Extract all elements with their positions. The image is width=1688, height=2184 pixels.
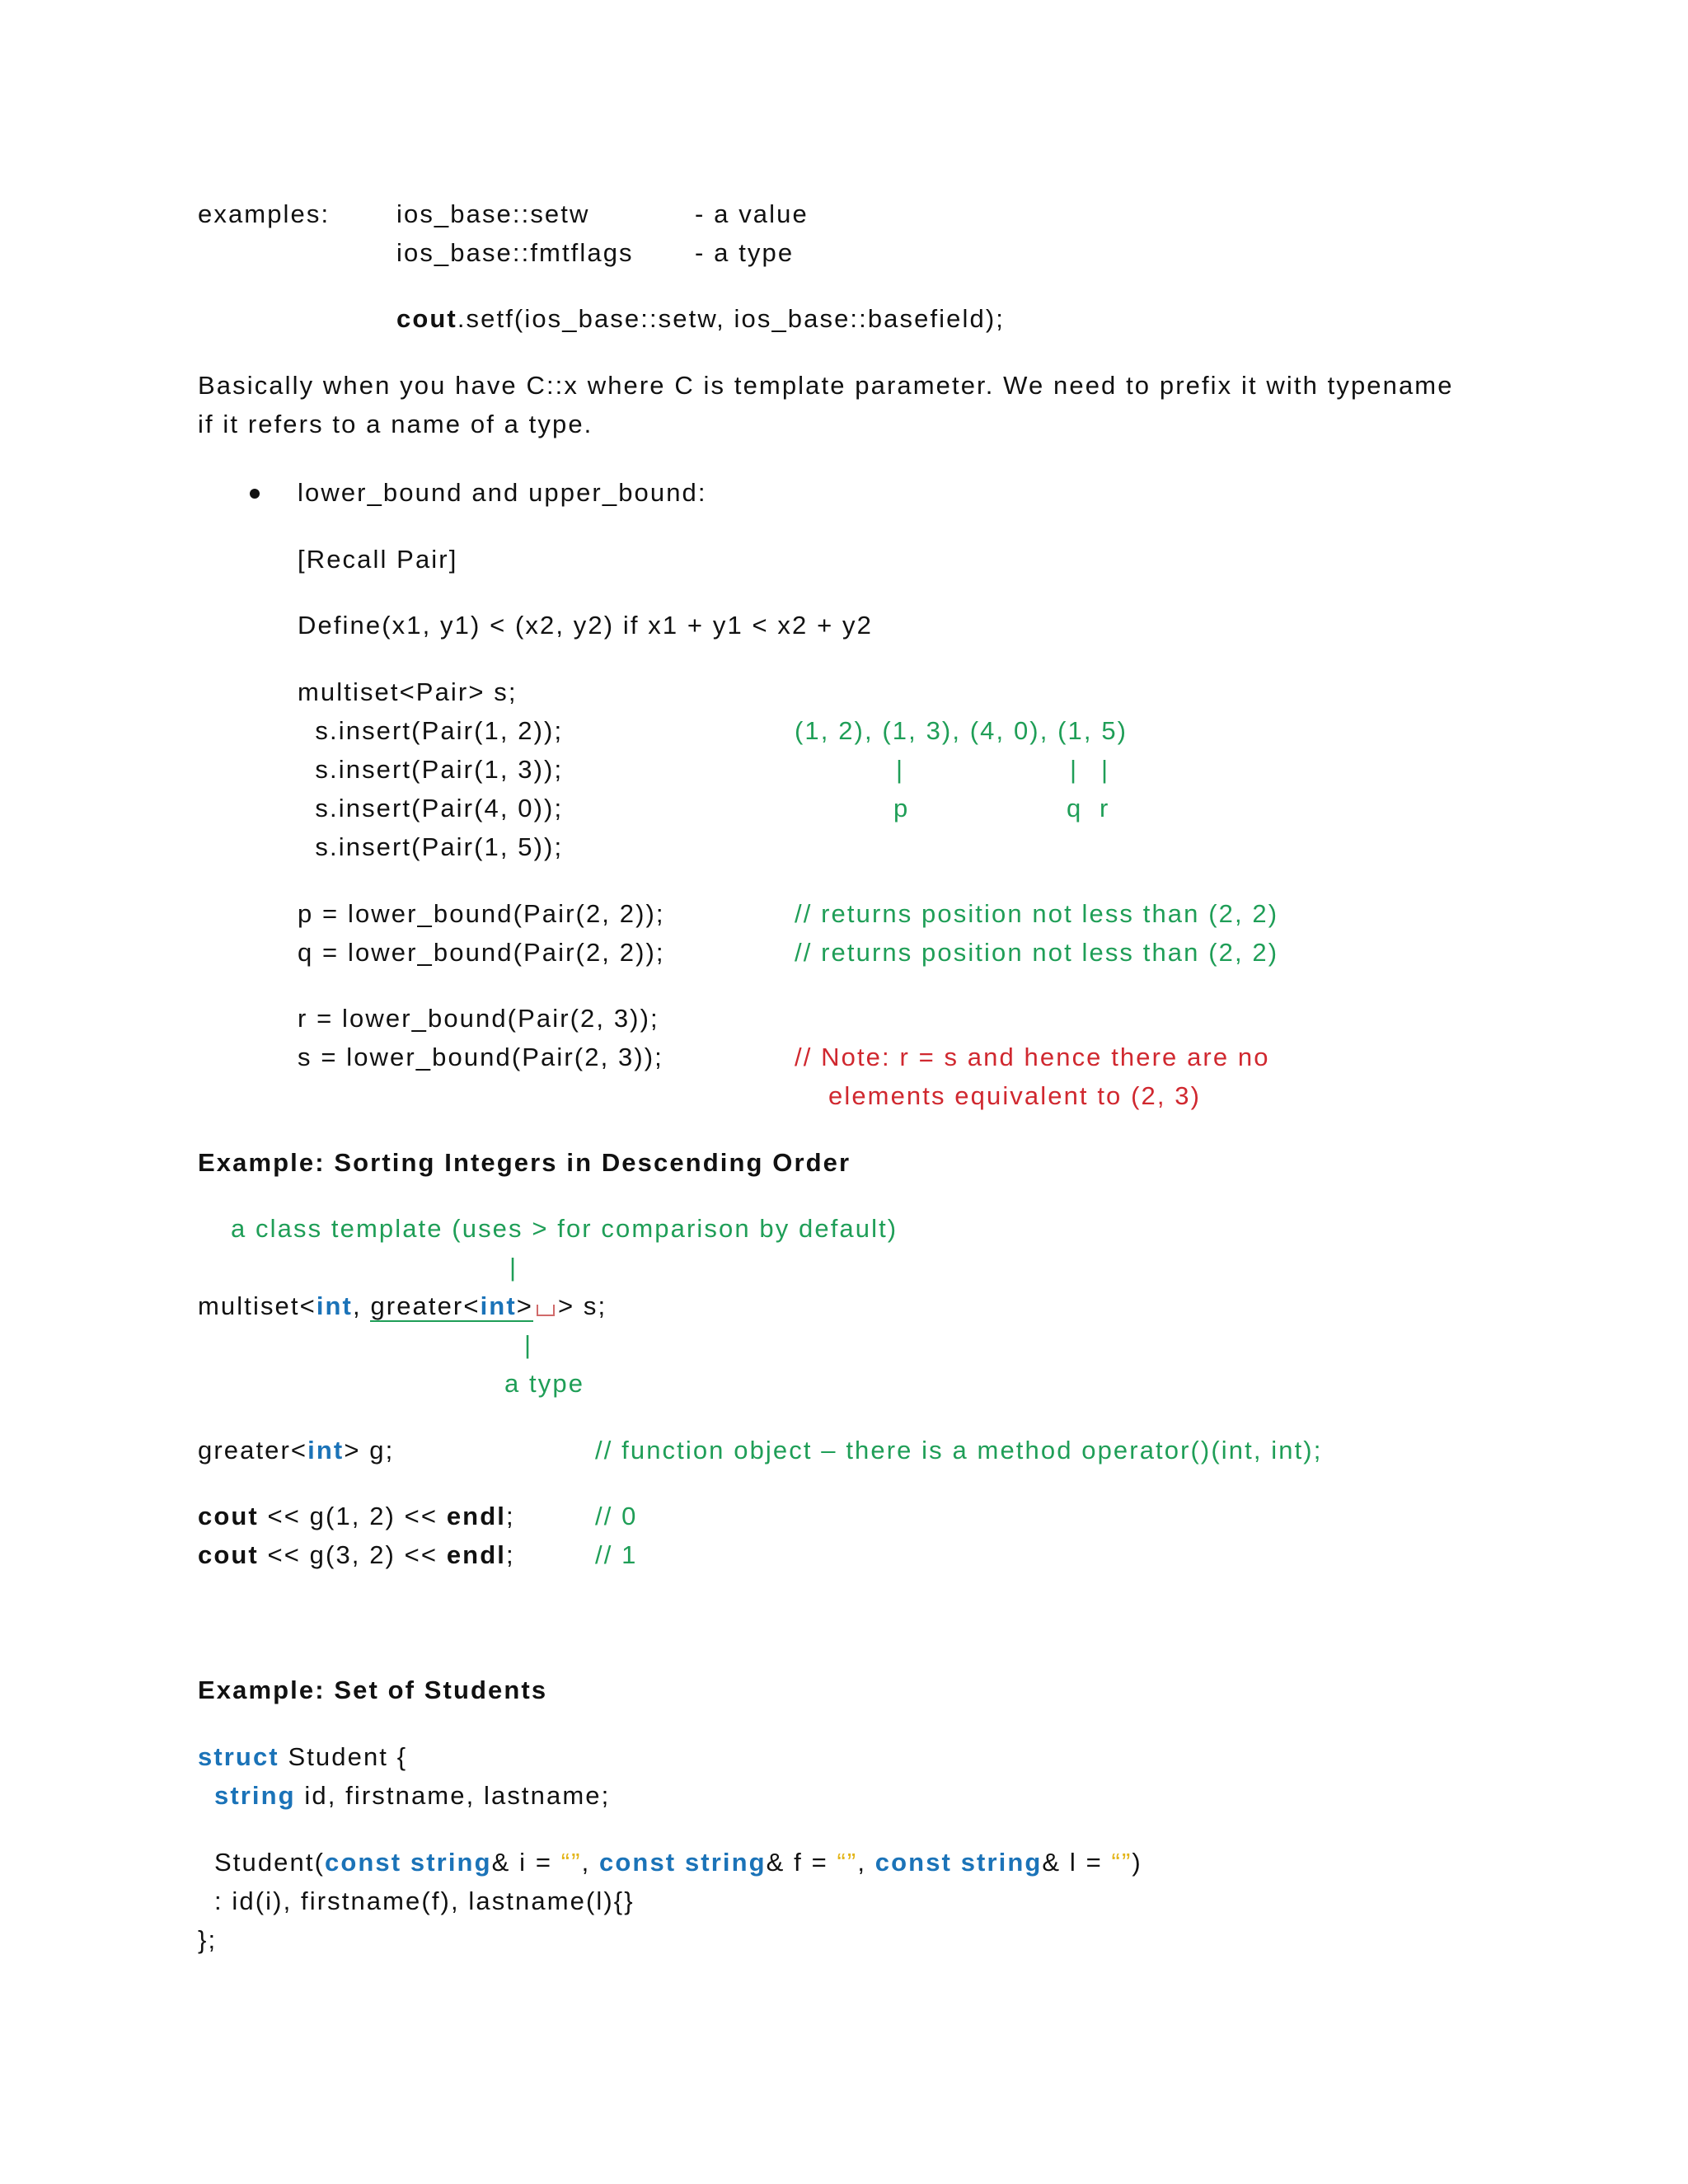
heading-students-example: Example: Set of Students: [198, 1675, 548, 1704]
cout-keyword: cout: [198, 1502, 259, 1530]
code-fragment: greater<: [370, 1291, 481, 1320]
keyword-string: string: [684, 1848, 767, 1877]
heading-sorting-example: Example: Sorting Integers in Descending Order: [198, 1148, 851, 1177]
keyword-string: string: [960, 1848, 1043, 1877]
code-fragment: ,: [857, 1848, 875, 1877]
code-fragment: ): [1132, 1848, 1142, 1877]
comment-function-object: // function object – there is a method operator()(int, int);: [595, 1436, 1323, 1465]
comment-p: // returns position not less than (2, 2): [795, 899, 1279, 928]
keyword-const: const: [599, 1848, 677, 1877]
code-fragment: ;: [505, 1540, 515, 1569]
code-s-lower-bound: s = lower_bound(Pair(2, 3));: [298, 1043, 663, 1071]
code-fragment: ;: [505, 1502, 515, 1530]
greater-template: [370, 1291, 533, 1322]
keyword-int: int: [480, 1291, 517, 1320]
annotation-bar-top: |: [509, 1253, 518, 1282]
code-struct-end: };: [198, 1925, 218, 1954]
code-fragment: & i =: [491, 1848, 561, 1877]
code-fragment: ,: [353, 1291, 371, 1320]
code-fragment: > g;: [344, 1436, 395, 1465]
example-desc-value: - a value: [695, 199, 809, 228]
string-literal: “”: [560, 1848, 582, 1877]
setf-call: .setf(ios_base::setw, ios_base::basefield);: [457, 304, 1005, 333]
code-fragment: << g(3, 2) <<: [258, 1540, 447, 1569]
keyword-const: const: [325, 1848, 402, 1877]
example-item-setw: ios_base::setw: [396, 199, 590, 228]
string-literal: “”: [1111, 1848, 1132, 1877]
code-fragment: > s;: [557, 1291, 607, 1320]
code-multiset-greater: [198, 1290, 607, 1323]
define-pair-order: Define(x1, y1) < (x2, y2) if x1 + y1 < x2 + y2: [298, 611, 873, 640]
examples-label: examples:: [198, 199, 331, 228]
code-fragment: Student {: [279, 1742, 408, 1771]
pointer-bar-p: |: [896, 755, 905, 784]
endl-keyword: endl: [446, 1540, 506, 1569]
comment-zero: // 0: [595, 1502, 638, 1530]
code-fragment: multiset<: [198, 1291, 316, 1320]
keyword-const: const: [874, 1848, 952, 1877]
code-student-fields: [214, 1779, 610, 1812]
keyword-string: string: [410, 1848, 492, 1877]
code-fragment: << g(1, 2) <<: [258, 1502, 447, 1530]
keyword-string: string: [214, 1781, 296, 1810]
code-fragment: id, firstname, lastname;: [295, 1781, 611, 1810]
cout-keyword: cout: [198, 1540, 259, 1569]
code-fragment: >: [516, 1291, 533, 1320]
code-cout-g32: [198, 1539, 515, 1572]
code-fragment: ,: [581, 1848, 600, 1877]
keyword-struct: struct: [198, 1742, 279, 1771]
cout-keyword: cout: [396, 304, 457, 333]
code-q-lower-bound: q = lower_bound(Pair(2, 2));: [298, 938, 665, 967]
recall-pair: [Recall Pair]: [298, 545, 458, 574]
pointer-label-p: p: [893, 794, 910, 823]
space-marker: [537, 1305, 555, 1316]
keyword-int: int: [316, 1291, 353, 1320]
pointer-label-q: q: [1067, 794, 1083, 823]
example-item-fmtflags: ios_base::fmtflags: [396, 238, 634, 267]
setf-code-line: [396, 302, 1005, 335]
annotation-a-type: a type: [504, 1369, 585, 1398]
code-student-constructor: [214, 1846, 1142, 1879]
string-literal: “”: [837, 1848, 858, 1877]
code-insert-3: s.insert(Pair(4, 0));: [298, 794, 564, 823]
bullet-dot: [250, 489, 260, 499]
pointer-label-r: r: [1100, 794, 1110, 823]
code-fragment: greater<: [198, 1436, 308, 1465]
pair-sequence: (1, 2), (1, 3), (4, 0), (1, 5): [795, 716, 1128, 745]
endl-keyword: endl: [446, 1502, 506, 1530]
annotation-bar-bottom: |: [524, 1330, 533, 1359]
paragraph-line-2: if it refers to a name of a type.: [198, 410, 593, 438]
code-insert-1: s.insert(Pair(1, 2));: [298, 716, 564, 745]
code-cout-g12: [198, 1500, 515, 1533]
note-line-2: elements equivalent to (2, 3): [828, 1081, 1202, 1110]
pointer-bar-r: |: [1101, 755, 1110, 784]
comment-q: // returns position not less than (2, 2): [795, 938, 1279, 967]
code-insert-2: s.insert(Pair(1, 3));: [298, 755, 564, 784]
code-greater-g: [198, 1434, 394, 1467]
keyword-int: int: [307, 1436, 345, 1465]
code-multiset-decl: multiset<Pair> s;: [298, 677, 518, 706]
example-desc-type: - a type: [695, 238, 795, 267]
code-fragment: Student(: [214, 1848, 325, 1877]
code-struct-student: [198, 1741, 407, 1774]
code-fragment: & l =: [1042, 1848, 1112, 1877]
code-r-lower-bound: r = lower_bound(Pair(2, 3));: [298, 1004, 659, 1033]
code-initializer-list: : id(i), firstname(f), lastname(l){}: [214, 1886, 635, 1915]
code-fragment: & f =: [766, 1848, 837, 1877]
code-p-lower-bound: p = lower_bound(Pair(2, 2));: [298, 899, 665, 928]
annotation-class-template: a class template (uses > for comparison by default): [231, 1214, 898, 1243]
pointer-bar-q: |: [1070, 755, 1079, 784]
paragraph-line-1: Basically when you have C::x where C is template parameter. We need to prefix it with typename: [198, 371, 1454, 400]
code-insert-4: s.insert(Pair(1, 5));: [298, 832, 564, 861]
comment-one: // 1: [595, 1540, 638, 1569]
note-line-1: // Note: r = s and hence there are no: [795, 1043, 1270, 1071]
bullet-lower-upper-bound: lower_bound and upper_bound:: [298, 478, 707, 507]
